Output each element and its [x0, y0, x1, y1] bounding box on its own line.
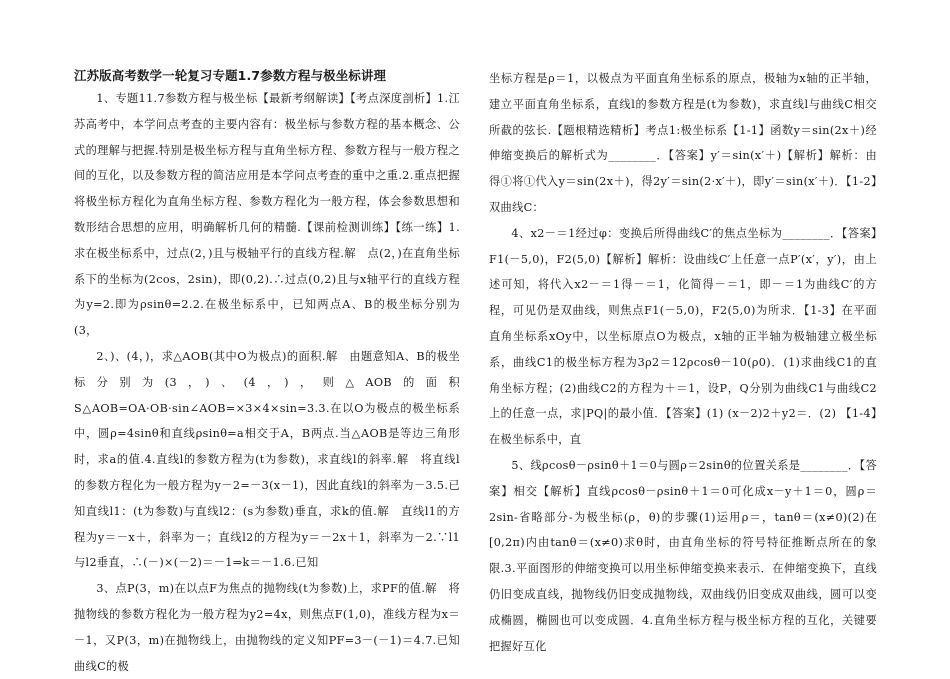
- paragraph-2: 2、)、(4，)，求△AOB(其中O为极点)的面积.解 由题意知A、B的极坐标分别为(3，)、(4，)，则△AOB的面积S△AOB=OA·OB·sin∠AOB=×3×4×sin=3.3.在以O为极点的极坐标系中，圆ρ=4sinθ和直线ρsinθ=a相交于A，B两点.当△AOB是等边三角形时，求a的值.4.直线l的参数方程为(t为参数)，求直线l的斜率.解 将直线l的参数方程化为一般方程为y－2=－3(x－1)，因此直线l的斜率为－3.5.已知直线l1：(t为参数)与直线l2：(s为参数)垂直，求k的值.解 直线l1的方程为y＝－x＋，斜率为－；直线l2的方程为y＝－2x＋1，斜率为－2.∵l1与l2垂直，∴(－)×(－2)＝－1⇒k＝－1.6.已知: [74, 349, 460, 570]
- document-title: 江苏版高考数学一轮复习专题1.7参数方程与极坐标讲理: [74, 68, 387, 83]
- left-column: [74, 66, 460, 679]
- paragraph-1: 1、专题11.7参数方程与极坐标【最新考纲解读】【考点深度剖析】1.江苏高考中，本学问点考查的主要内容有：极坐标与参数方程的基本概念、公式的理解与把握.特别是极坐标方程与直角坐标方程、参数方程与一般方程之间的互化，以及参数方程的简洁应用是本学问点考查的重中之重.2.重点把握将极坐标方程化为直角坐标方程、参数方程化为一般方程，体会参数思想和数形结合思想的应用，明确解析几何的精髓.【课前检测训练】【练一练】1.求在极坐标系中，过点(2，)且与极轴平行的直线方程.解 点(2，)在直角坐标系下的坐标为(2cos，2sin)，即(0,2).∴过点(0,2)且与x轴平行的直线方程为y=2.即为ρsinθ=2.2.在极坐标系中，已知两点A、B的极坐标分别为(3，: [74, 92, 460, 338]
- paragraph-5: 5、线ρcosθ－ρsinθ＋1＝0与圆ρ＝2sinθ的位置关系是________．【答案】相交【解析】直线ρcosθ－ρsinθ＋1＝0可化成x－y＋1＝0，圆ρ＝2sin-省略部分-为极坐标(ρ，θ)的步骤(1)运用ρ＝，tanθ＝(x≠0)(2)在[0,2π)内由tanθ＝(x≠0)求θ时，由直角坐标的符号特征推断点所在的象限.3.平面图形的伸缩变换可以用坐标伸缩变换来表示．在伸缩变换下，直线仍旧变成直线，抛物线仍旧变成抛物线，双曲线仍旧变成双曲线，圆可以变成椭圆，椭圆也可以变成圆．4.直角坐标方程与极坐标方程的互化，关键要把握好互化: [489, 458, 877, 653]
- right-column: [489, 66, 877, 659]
- paragraph-4: 4、x2－＝1经过φ：变换后所得曲线C′的焦点坐标为________．【答案】F1(－5,0)，F2(5,0)【解析】解析：设曲线C′上任意一点P′(x′，y′)，由上述可知，将代入x2－＝1得－＝1，化简得－＝1，即－＝1为曲线C′的方程，可见仍是双曲线，则焦点F1(－5,0)，F2(5,0)为所求．【1-3】在平面直角坐标系xOy中，以坐标原点O为极点，x轴的正半轴为极轴建立极坐标系，曲线C1的极坐标方程为3ρ2＝12ρcosθ－10(ρ0)．(1)求曲线C1的直角坐标方程；(2)曲线C2的方程为＋＝1，设P，Q分别为曲线C1与曲线C2上的任意一点，求|PQ|的最小值．【答案】(1) (x－2)2＋y2＝．(2) 【1-4】在极坐标系中，直: [489, 226, 877, 447]
- paragraph-3-continued: 坐标方程是ρ＝1，以极点为平面直角坐标系的原点，极轴为x轴的正半轴，建立平面直角坐标系，直线l的参数方程是(t为参数)，求直线l与曲线C相交所截的弦长.【题根精选精析】考点1:极坐标系【1-1】函数y＝sin(2x＋)经伸缩变换后的解析式为________．【答案】y′＝sin(x′＋)【解析】解析：由得①将①代入y＝sin(2x＋)，得2y′＝sin(2·x′＋)，即y′＝sin(x′＋)．【1-2】双曲线C：: [489, 72, 877, 214]
- paragraph-3: 3、点P(3，m)在以点F为焦点的抛物线(t为参数)上，求PF的值.解 将抛物线的参数方程化为一般方程为y2=4x，则焦点F(1,0)，准线方程为x＝－1，又P(3，m)在抛物线上，由抛物线的定义知PF=3－(－1)＝4.7.已知曲线C的极: [74, 582, 460, 673]
